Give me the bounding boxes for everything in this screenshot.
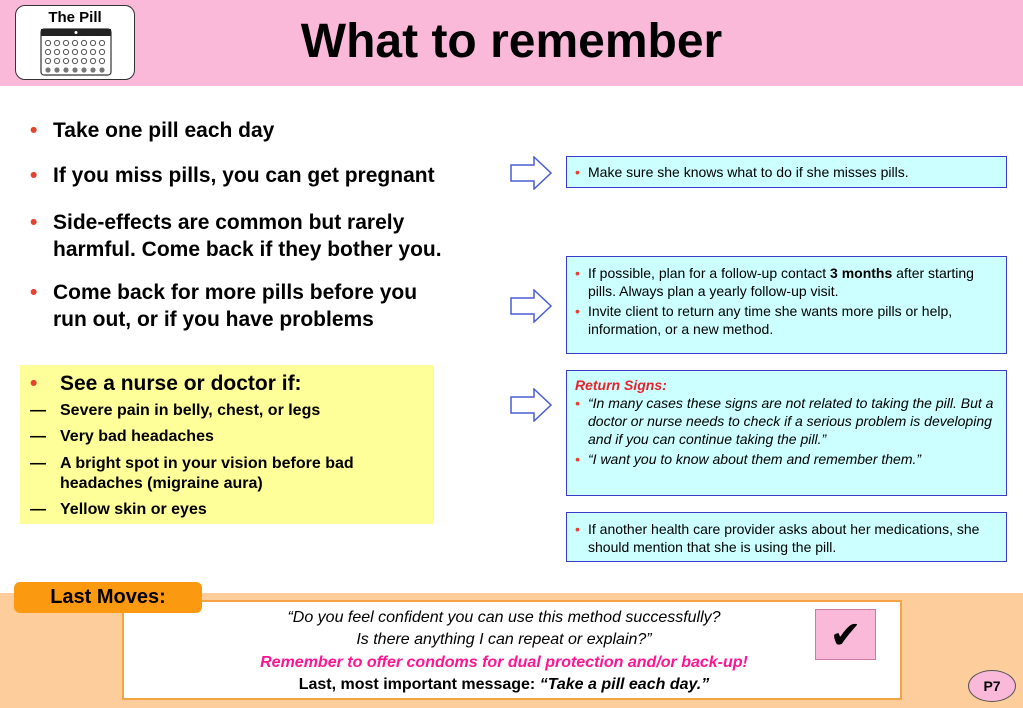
bullet-dot: • (30, 211, 38, 234)
bullet-miss-pills (30, 162, 435, 189)
list-item (30, 427, 430, 447)
footer-line-1: “Do you feel confident you can use this method successfully? (287, 609, 721, 626)
info-item-text: If possible, plan for a follow-up contact (588, 265, 831, 281)
footer-line-2: Is there anything I can repeat or explain?” (356, 631, 652, 648)
bullet-dot: • (575, 164, 580, 180)
bullet-dot: • (30, 164, 38, 187)
list-item-text: A bright spot in your vision before bad headaches (migraine aura) (60, 455, 354, 492)
info-item (575, 394, 998, 448)
info-item (575, 163, 998, 181)
footer-line-4 (124, 674, 884, 696)
info-item (575, 264, 998, 300)
arrow-right-icon (510, 289, 552, 323)
arrow-right-icon (510, 388, 552, 422)
dash-marker: — (30, 455, 46, 472)
bullet-one-pill (30, 117, 274, 144)
bullet-text: Take one pill each day (53, 119, 275, 142)
info-item-text: Invite client to return any time she wants more pills or help, information, or a new method. (588, 303, 953, 337)
footer-line-4-prefix: Last, most important message: (298, 676, 540, 693)
info-item-text: Make sure she knows what to do if she misses pills. (588, 164, 909, 180)
bullet-dot: • (575, 395, 580, 411)
info-box-follow-up (566, 256, 1007, 354)
info-item-text: “I want you to know about them and remember them.” (588, 451, 922, 467)
dash-marker: — (30, 501, 46, 518)
page-number: P7 (968, 670, 1016, 702)
list-item-text: Severe pain in belly, chest, or legs (60, 402, 321, 419)
info-item (575, 520, 998, 556)
bullet-text-line1: Come back for more pills before you (53, 281, 418, 304)
arrow-right-icon (510, 156, 552, 190)
last-moves-label: Last Moves: (14, 582, 202, 613)
bullet-side-effects (30, 209, 442, 263)
info-item-text: If another health care provider asks about her medications, she should mention that she is using the pill. (588, 521, 980, 555)
dash-marker: — (30, 402, 46, 419)
bullet-come-back (30, 279, 417, 333)
info-box-missed-pills (566, 156, 1007, 188)
bullet-text-line2: harmful. Come back if they bother you. (53, 238, 442, 261)
bullet-dot: • (575, 521, 580, 537)
bullet-dot: • (30, 372, 38, 395)
nurse-box-heading-text: See a nurse or doctor if: (60, 372, 302, 395)
info-box-other-provider (566, 512, 1007, 562)
return-signs-title: Return Signs: (575, 377, 667, 393)
bullet-dot: • (575, 451, 580, 467)
check-box (815, 609, 876, 660)
info-item-bold: 3 months (830, 265, 893, 281)
bullet-dot: • (30, 119, 38, 142)
list-item-text: Yellow skin or eyes (60, 501, 207, 518)
bullet-dot: • (575, 265, 580, 281)
footer-reminder: Remember to offer condoms for dual protection and/or back-up! (260, 654, 748, 671)
bullet-dot: • (30, 281, 38, 304)
list-item-text: Very bad headaches (60, 428, 214, 445)
list-item (30, 401, 430, 421)
page-title: What to remember (300, 15, 723, 68)
info-item (575, 302, 998, 338)
info-item-text: “In many cases these signs are not related to taking the pill. But a doctor or nurse needs to check if a serious problem is developing and if you can continue taking the pill.” (588, 395, 994, 447)
info-item-text: after starting pills. Always plan a yearly follow-up visit. (588, 265, 974, 299)
bullet-text-line2: run out, or if you have problems (53, 308, 374, 331)
list-item (30, 500, 430, 520)
nurse-box-heading (30, 372, 302, 396)
info-item (575, 450, 998, 468)
bullet-text: If you miss pills, you can get pregnant (53, 164, 435, 187)
bullet-text-line1: Side-effects are common but rarely (53, 211, 405, 234)
nurse-doctor-box (20, 365, 434, 524)
bullet-dot: • (575, 303, 580, 319)
list-item (30, 454, 400, 494)
footer-line-4-quote: “Take a pill each day.” (539, 676, 710, 693)
dash-marker: — (30, 428, 46, 445)
check-mark-icon: ✔ (829, 613, 862, 657)
pill-badge-label: The Pill (48, 9, 102, 26)
last-moves-box (122, 600, 902, 700)
info-box-return-signs (566, 370, 1007, 496)
